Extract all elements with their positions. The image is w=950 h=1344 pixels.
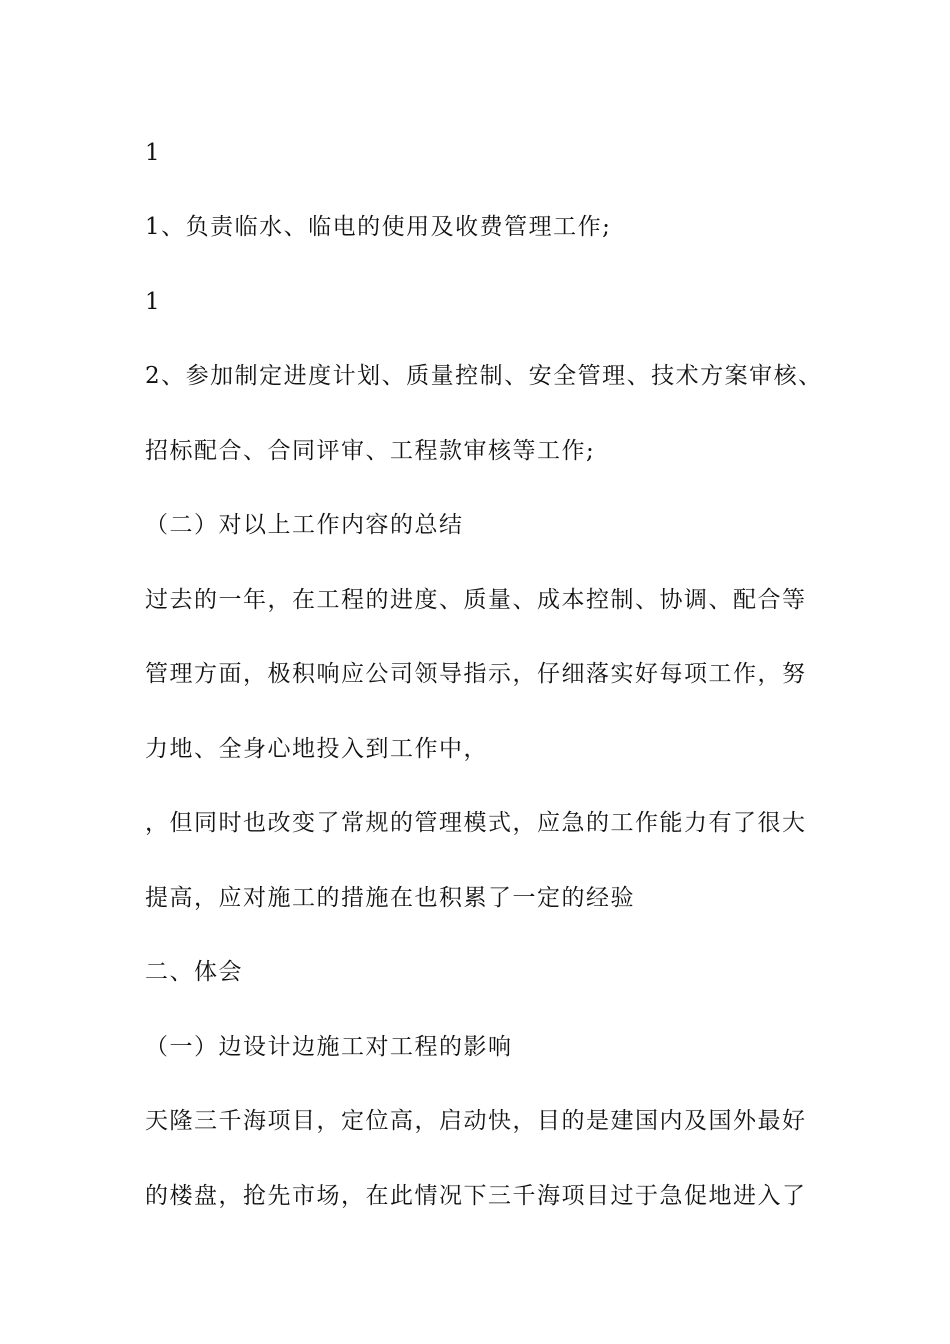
section-heading: （二）对以上工作内容的总结 [145, 512, 464, 538]
text-line: 招标配合、合同评审、工程款审核等工作; [145, 438, 596, 464]
text-line: ，但同时也改变了常规的管理模式，应急的工作能力有了很大 [145, 810, 807, 836]
text-line: 力地、全身心地投入到工作中， [145, 736, 488, 762]
text-line: 过去的一年，在工程的进度、质量、成本控制、协调、配合等 [145, 587, 807, 613]
section-heading: 二、体会 [145, 959, 243, 985]
section-heading: （一）边设计边施工对工程的影响 [145, 1034, 513, 1060]
text-line: 1 [145, 140, 162, 166]
text-line: 2、参加制定进度计划、质量控制、安全管理、技术方案审核、 [145, 363, 823, 389]
text-line: 的楼盘，抢先市场，在此情况下三千海项目过于急促地进入了 [145, 1183, 807, 1209]
text-line: 天隆三千海项目，定位高，启动快，目的是建国内及国外最好 [145, 1108, 807, 1134]
text-line: 提高，应对施工的措施在也积累了一定的经验 [145, 885, 635, 911]
text-line: 1 [145, 289, 162, 315]
text-line: 管理方面，极积响应公司领导指示，仔细落实好每项工作，努 [145, 661, 807, 687]
text-line: 1、负责临水、临电的使用及收费管理工作; [145, 214, 612, 240]
